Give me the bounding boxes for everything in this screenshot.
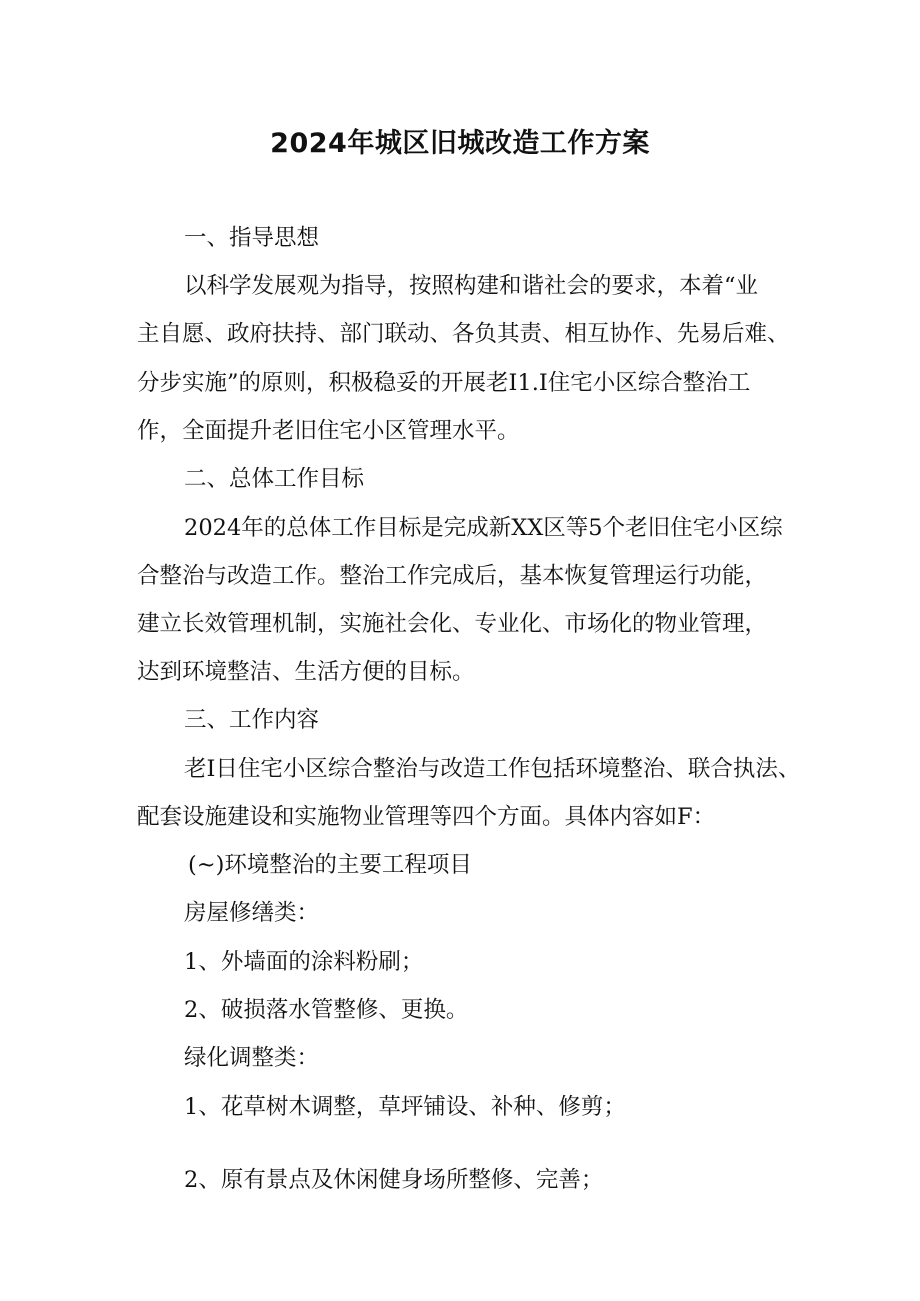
- paragraph-line: 主自愿、政府扶持、部门联动、各负其责、相互协作、先易后难、: [137, 321, 790, 347]
- section-heading-guiding-ideology: 一、指导思想: [184, 225, 320, 251]
- list-item: 1、外墙面的涂料粉刷；: [184, 949, 424, 975]
- paragraph-line: 合整治与改造工作。整治工作完成后，基本恢复管理运行功能，: [137, 563, 768, 589]
- list-item: 2、原有景点及休闲健身场所整修、完善；: [184, 1167, 604, 1193]
- subheading-environment-projects: (~)环境整治的主要工程项目: [188, 852, 472, 878]
- section-heading-overall-goal: 二、总体工作目标: [184, 466, 365, 492]
- category-label-greening: 绿化调整类：: [184, 1045, 320, 1071]
- document-title: 2024年城区旧城改造工作方案: [270, 128, 650, 159]
- section-heading-work-content: 三、工作内容: [184, 707, 320, 733]
- paragraph-line: 2024年的总体工作目标是完成新XX区等5个老旧住宅小区综: [184, 515, 783, 541]
- category-label-housing-repair: 房屋修缮类：: [184, 900, 320, 926]
- paragraph-line: 达到环境整洁、生活方便的目标。: [137, 659, 475, 685]
- paragraph-line: 分步实施”的原则，积极稳妥的开展老I1.I住宅小区综合整治工: [137, 370, 751, 396]
- paragraph-line: 老I日住宅小区综合整治与改造工作包括环境整治、联合执法、: [184, 756, 801, 782]
- list-item: 2、破损落水管整修、更换。: [184, 997, 469, 1023]
- paragraph-line: 以科学发展观为指导，按照构建和谐社会的要求，本着“业: [184, 273, 759, 299]
- paragraph-line: 作，全面提升老旧住宅小区管理水平。: [137, 418, 520, 444]
- list-item: 1、花草树木调整，草坪铺设、补种、修剪；: [184, 1094, 626, 1120]
- paragraph-line: 配套设施建设和实施物业管理等四个方面。具体内容如F：: [137, 804, 716, 830]
- paragraph-line: 建立长效管理机制，实施社会化、专业化、市场化的物业管理，: [137, 611, 768, 637]
